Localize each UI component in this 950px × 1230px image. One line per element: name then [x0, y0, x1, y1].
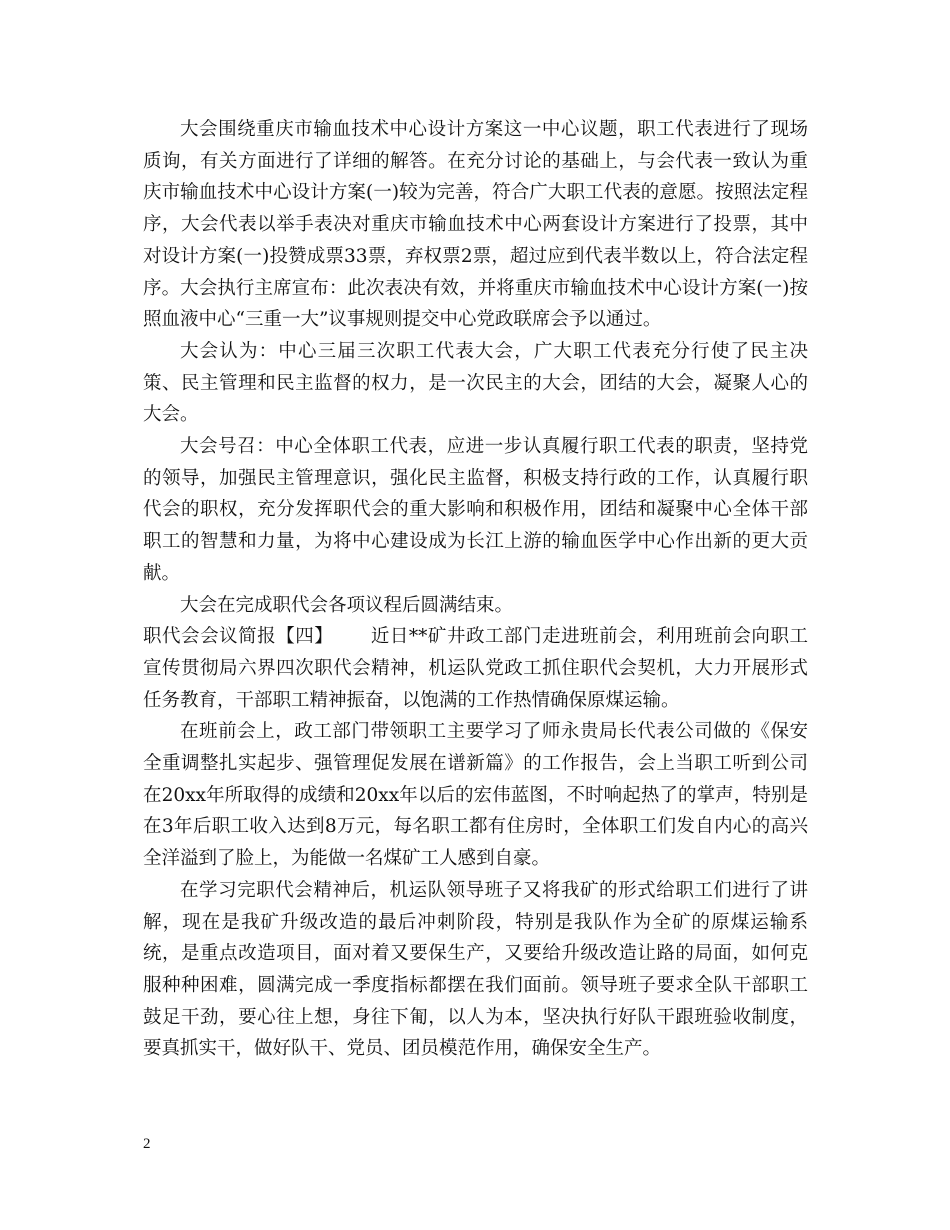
- section-four-intro: [143, 621, 808, 716]
- section-intro-text: 近日**矿井政工部门走进班前会，利用班前会向职工宣传贯彻局六界四次职代会精神，机运队党政工抓住职代会契机，大力开展形式任务教育，干部职工精神振奋，以饱满的工作热情确保原煤运输。: [143, 626, 808, 711]
- section-heading: 职代会会议简报【四】: [143, 626, 334, 648]
- page-number: 2: [143, 1136, 151, 1152]
- paragraph-vote: 大会围绕重庆市输血技术中心设计方案这一中心议题，职工代表进行了现场质询，有关方面进行了详细的解答。在充分讨论的基础上，与会代表一致认为重庆市输血技术中心设计方案(一)较为完善，符合广大职工代表的意愿。按照法定程序，大会代表以举手表决对重庆市输血技术中心两套设计方案进行了投票，其中对设计方案(一)投赞成票33票，弃权票2票，超过应到代表半数以上，符合法定程序。大会执行主席宣布：此次表决有效，并将重庆市输血技术中心设计方案(一)按照血液中心“三重一大”议事规则提交中心党政联席会予以通过。: [143, 119, 808, 331]
- paragraph-leadership-requirements: 在学习完职代会精神后，机运队领导班子又将我矿的形式给职工们进行了讲解，现在是我矿升级改造的最后冲刺阶段，特别是我队作为全矿的原煤运输系统，是重点改造项目，面对着又要保生产，又要给升级改造让路的局面，如何克服种种困难，圆满完成一季度指标都摆在我们面前。领导班子要求全队干部职工鼓足干劲，要心往上想，身往下匍，以人为本，坚决执行好队干跟班验收制度，要真抓实干，做好队干、党员、团员模范作用，确保安全生产。: [143, 879, 808, 1060]
- paragraph-pre-shift-meeting: 在班前会上，政工部门带领职工主要学习了师永贵局长代表公司做的《保安全重调整扎实起步、强管理促发展在谱新篇》的工作报告，会上当职工听到公司在20xx年所取得的成绩和20xx年以后的宏伟蓝图，不时响起热了的掌声，特别是在3年后职工收入达到8万元，每名职工都有住房时，全体职工们发自内心的高兴全洋溢到了脸上，为能做一名煤矿工人感到自豪。: [143, 721, 808, 870]
- paragraph-assembly-view: 大会认为：中心三届三次职工代表大会，广大职工代表充分行使了民主决策、民主管理和民主监督的权力，是一次民主的大会，团结的大会，凝聚人心的大会。: [143, 340, 808, 426]
- paragraph-assembly-call: 大会号召：中心全体职工代表，应进一步认真履行职工代表的职责，坚持党的领导，加强民主管理意识，强化民主监督，积极支持行政的工作，认真履行职代会的职权，充分发挥职代会的重大影响和积极作用，团结和凝聚中心全体干部职工的智慧和力量，为将中心建设成为长江上游的输血医学中心作出新的更大贡献。: [143, 436, 808, 584]
- paragraph-assembly-close: 大会在完成职代会各项议程后圆满结束。: [180, 594, 514, 616]
- document-body: [143, 114, 808, 1065]
